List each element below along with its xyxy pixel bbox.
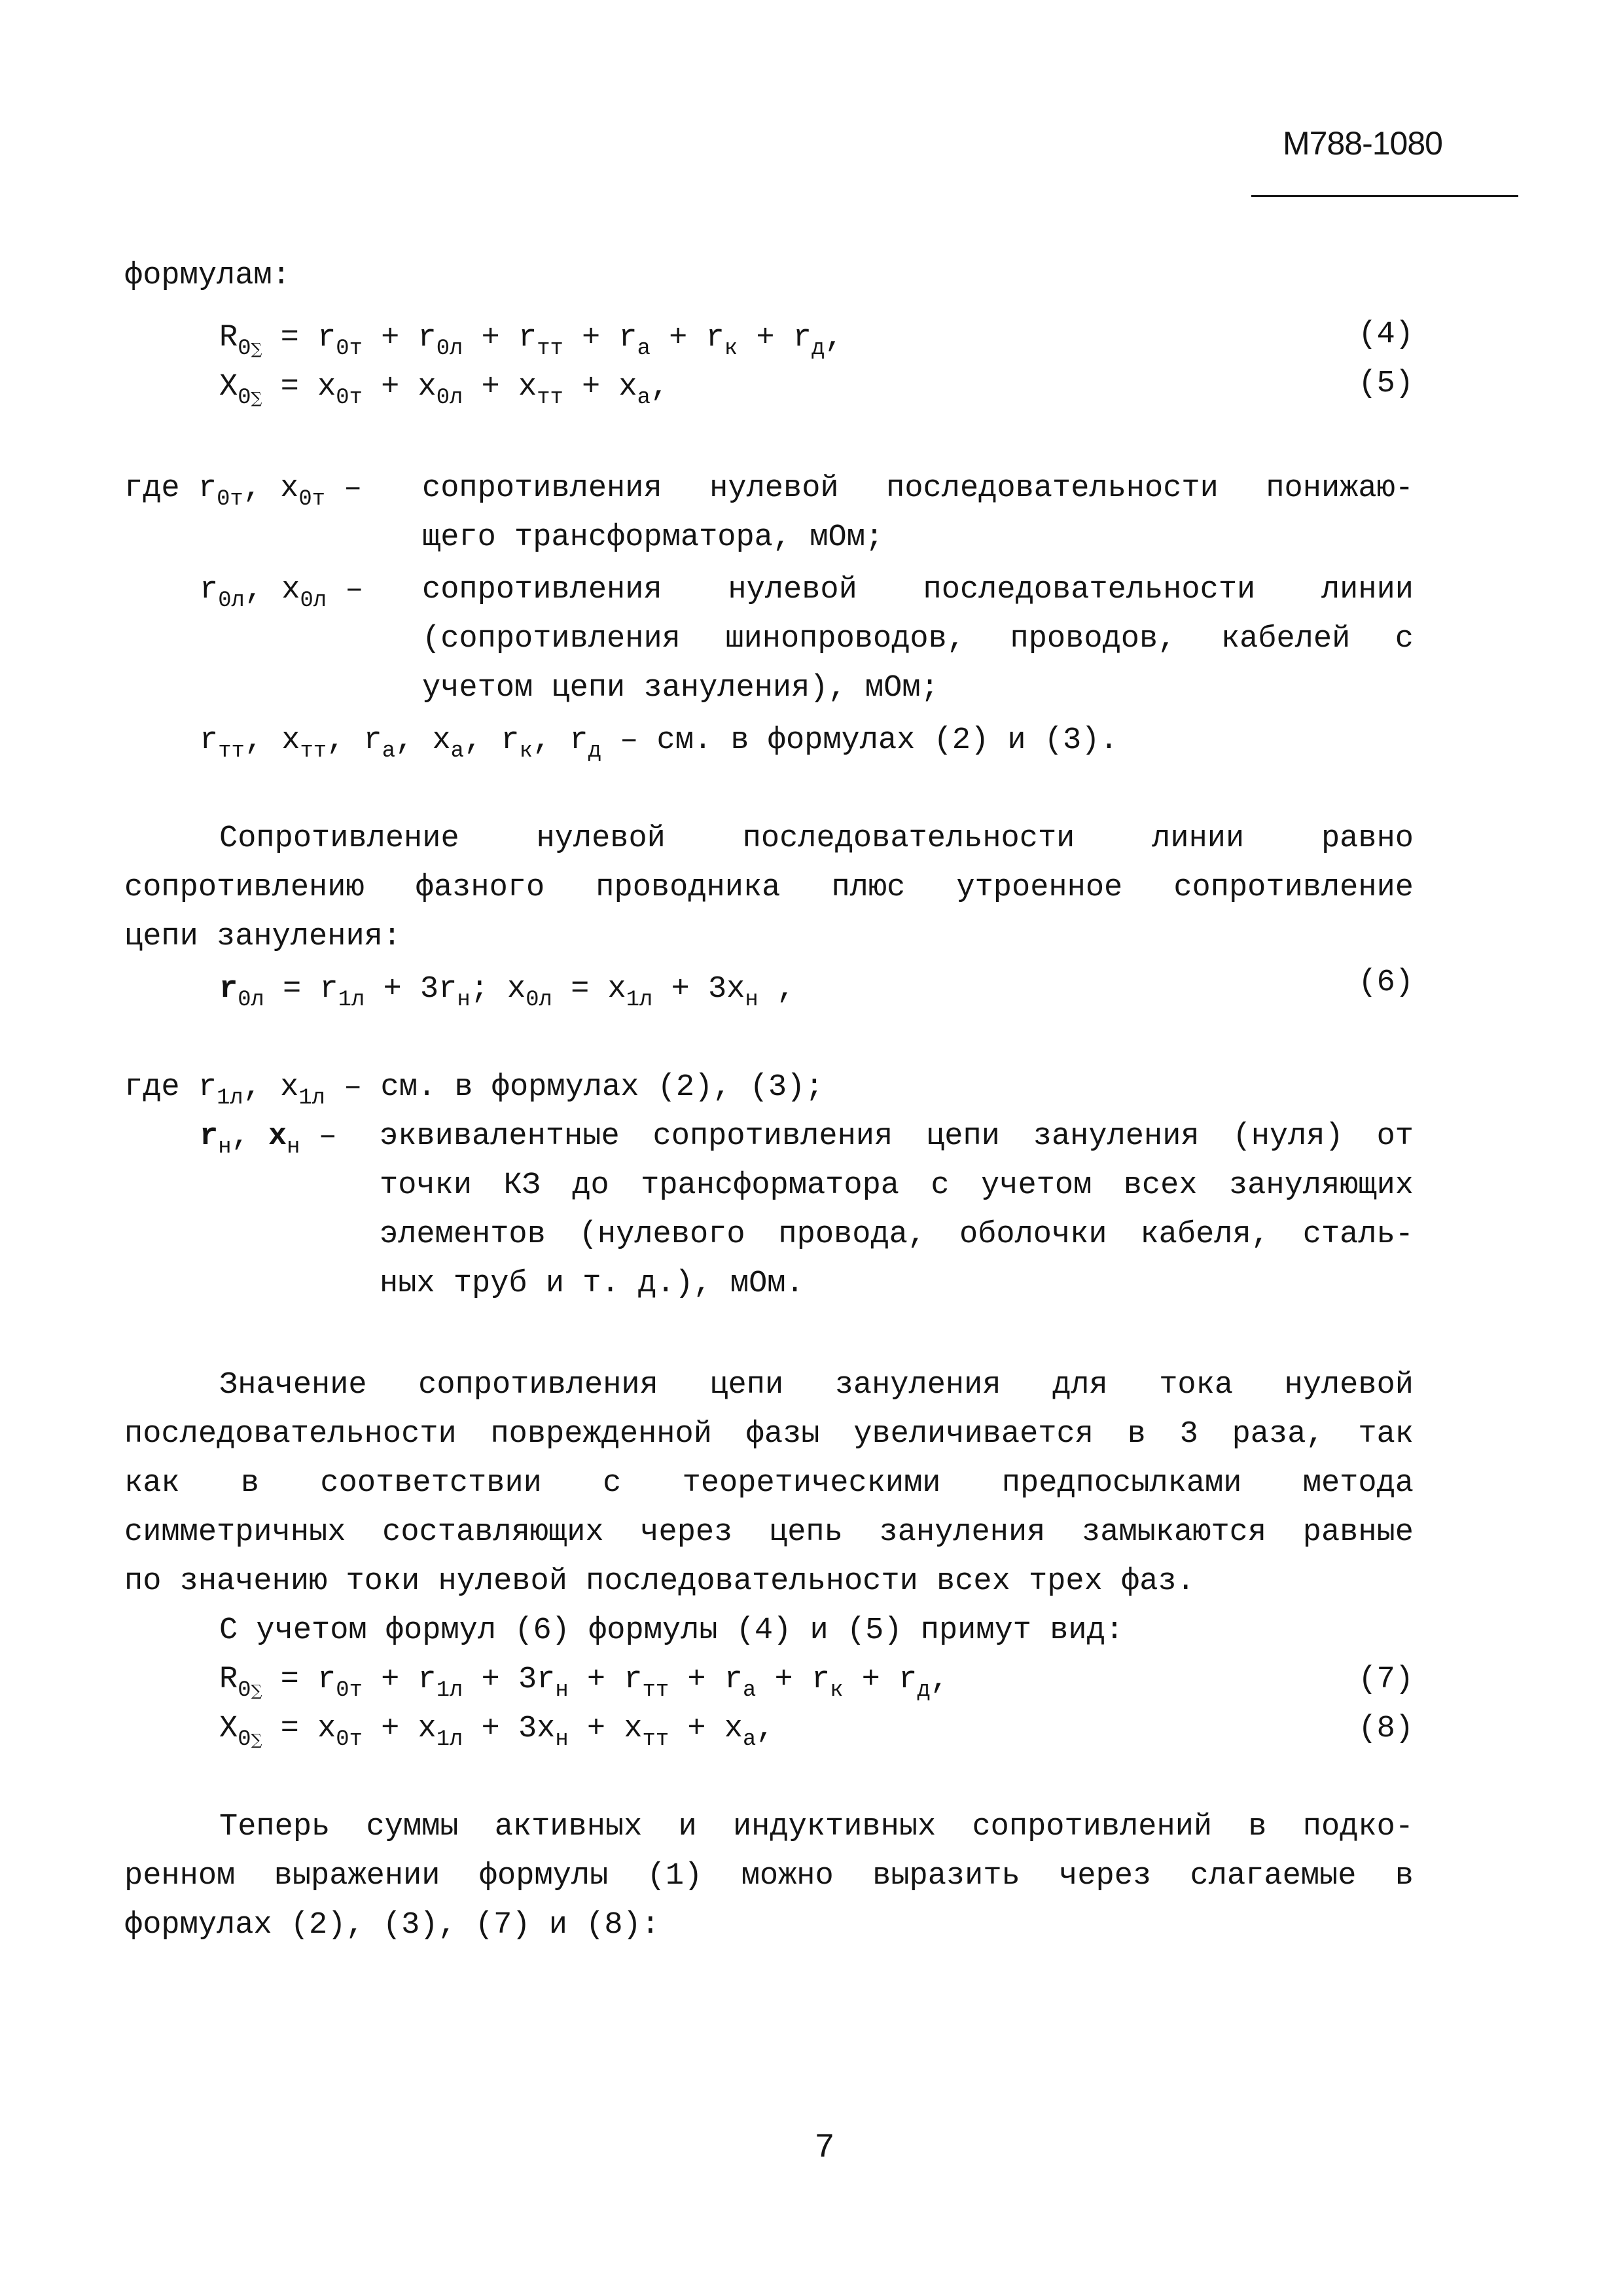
- where2-b-text-line3: элементов (нулевого провода, оболочки кабеля, сталь-: [380, 1217, 1414, 1252]
- where2-b-text-line4: ных труб и т. д.), мОм.: [380, 1266, 804, 1301]
- para2-line1: Значение сопротивления цепи зануления для тока нулевой: [219, 1368, 1414, 1403]
- para2-line3: как в соответствии с теоретическими предпосылками метода: [124, 1466, 1414, 1501]
- equation-number-8: (8): [1358, 1712, 1414, 1746]
- para4-line2: ренном выражении формулы (1) можно выразить через слагаемые в: [124, 1859, 1414, 1893]
- where2-b-text-line1: эквивалентные сопротивления цепи зануления (нуля) от: [380, 1119, 1414, 1154]
- para2-line2: последовательности поврежденной фазы увеличивается в 3 раза, так: [124, 1417, 1414, 1452]
- where-definition-others: $r_{тт}$, $x_{тт}$, $r_а$, $x_а$, $r_к$, $r_д$ – см. в формулах (2) и (3).: [200, 723, 1118, 764]
- para1-line3: цепи зануления:: [124, 920, 402, 954]
- where2-definition-r1l: где $r_{1л}$, $x_{1л}$ – см. в формулах (2), (3);: [124, 1070, 824, 1111]
- para1-line2: сопротивлению фазного проводника плюс утроенное сопротивление: [124, 870, 1414, 905]
- where1-a-text-line1: сопротивления нулевой последовательности понижаю-: [422, 471, 1414, 506]
- where1-b-text-line2: (сопротивления шинопроводов, проводов, кабелей с: [422, 622, 1414, 656]
- para2-line5: по значению токи нулевой последовательности всех трех фаз.: [124, 1564, 1195, 1599]
- equation-8: $X_{0\sum} = x_{0т} + x_{1л} + 3x_н + x_{тт} + x_а$,: [219, 1712, 775, 1752]
- document-code: М788-1080: [1283, 125, 1442, 162]
- page-number: 7: [814, 2128, 835, 2167]
- equation-number-4: (4): [1358, 317, 1414, 352]
- where1-b-text-line3: учетом цепи зануления), мОм;: [422, 671, 939, 706]
- para1-line1: Сопротивление нулевой последовательности линии равно: [219, 821, 1414, 856]
- para4-line3: формулах (2), (3), (7) и (8):: [124, 1908, 660, 1943]
- intro-text: формулам:: [124, 259, 291, 293]
- where1-a-text-line2: щего трансформатора, мОм;: [422, 520, 884, 555]
- para3: С учетом формул (6) формулы (4) и (5) примут вид:: [219, 1613, 1124, 1648]
- header-rule: [1251, 195, 1518, 197]
- equation-6: $r_{0л} = r_{1л} + 3r_н$; $x_{0л} = x_{1л} + 3x_н$ ,: [219, 972, 796, 1013]
- equation-7: $R_{0\sum} = r_{0т} + r_{1л} + 3r_н + r_{тт} + r_а + r_к + r_д$,: [219, 1662, 949, 1703]
- where-definition-r0l: $r_{0л}$, $x_{0л}$ –: [200, 573, 364, 613]
- para4-line1: Теперь суммы активных и индуктивных сопротивлений в подко-: [219, 1810, 1414, 1844]
- equation-number-6: (6): [1358, 965, 1414, 1000]
- para2-line4: симметричных составляющих через цепь зануления замыкаются равные: [124, 1515, 1414, 1550]
- equation-number-7: (7): [1358, 1662, 1414, 1697]
- where-definition-r0t: где $r_{0т}$, $x_{0т}$ –: [124, 471, 363, 512]
- where2-b-text-line2: точки КЗ до трансформатора с учетом всех зануляющих: [380, 1168, 1414, 1203]
- where1-b-text-line1: сопротивления нулевой последовательности линии: [422, 573, 1414, 607]
- equation-number-5: (5): [1358, 367, 1414, 401]
- equation-5: $X_{0\sum} = x_{0т} + x_{0л} + x_{тт} + x_а$,: [219, 370, 669, 410]
- where2-definition-rn: $r_н$, $x_н$ –: [200, 1119, 337, 1160]
- equation-4: $R_{0\sum} = r_{0т} + r_{0л} + r_{тт} + r_а + r_к + r_д$,: [219, 321, 844, 361]
